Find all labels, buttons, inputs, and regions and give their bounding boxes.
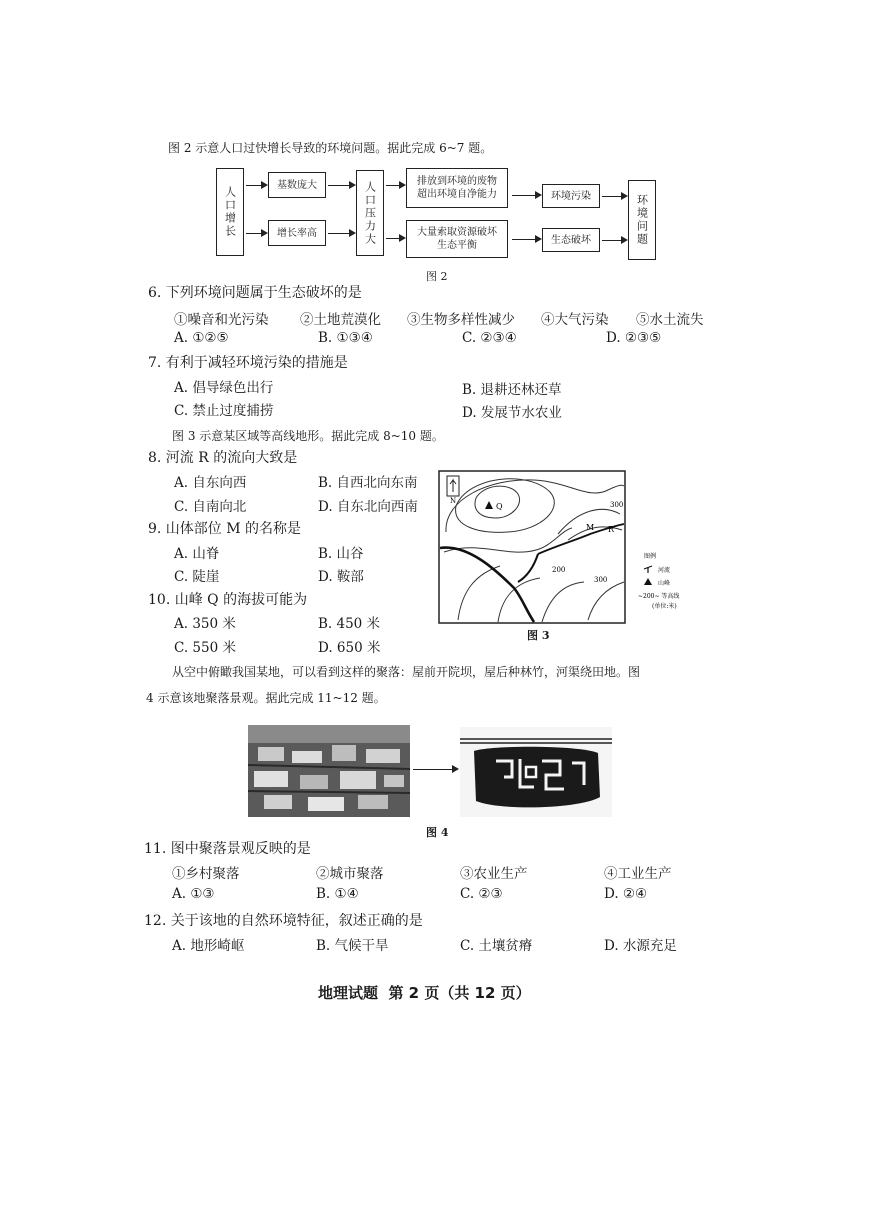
arrow-2 bbox=[246, 233, 266, 234]
q11-item: ③农业生产 bbox=[460, 866, 528, 882]
q6-stem: 6. 下列环境问题属于生态破坏的是 bbox=[148, 285, 362, 301]
arrow-3 bbox=[328, 185, 354, 186]
q11-option-c[interactable]: C. ②③ bbox=[460, 886, 503, 902]
q11-item: ②城市聚落 bbox=[316, 866, 384, 882]
figure-2-caption: 图 2 bbox=[426, 270, 448, 283]
north-label: N bbox=[450, 497, 457, 505]
figure-3-caption: 图 3 bbox=[527, 629, 550, 642]
legend-unit: (单位:米) bbox=[652, 603, 677, 610]
intro-fig4-line2: 4 示意该地聚落景观。据此完成 11~12 题。 bbox=[146, 691, 386, 705]
m-label: M bbox=[586, 523, 595, 532]
settlement-sketch bbox=[460, 727, 612, 817]
intro-fig2: 图 2 示意人口过快增长导致的环境问题。据此完成 6~7 题。 bbox=[168, 141, 493, 155]
q11-stem: 11. 图中聚落景观反映的是 bbox=[144, 841, 311, 857]
q10-option-d[interactable]: D. 650 米 bbox=[318, 640, 381, 656]
intro-fig3: 图 3 示意某区域等高线地形。据此完成 8~10 题。 bbox=[172, 429, 444, 443]
contour-200-label: 200 bbox=[552, 566, 566, 574]
q10-option-c[interactable]: C. 550 米 bbox=[174, 640, 236, 656]
arrow-9 bbox=[602, 196, 626, 197]
q11-item: ①乡村聚落 bbox=[172, 866, 240, 882]
q11-item: ④工业生产 bbox=[604, 866, 672, 882]
q8-stem: 8. 河流 R 的流向大致是 bbox=[148, 450, 298, 466]
contour-300b-label: 300 bbox=[594, 576, 608, 584]
q10-option-b[interactable]: B. 450 米 bbox=[318, 616, 381, 632]
q6-option-b[interactable]: B. ①③④ bbox=[318, 330, 373, 346]
q6-option-c[interactable]: C. ②③④ bbox=[462, 330, 517, 346]
arrow-7 bbox=[512, 195, 540, 196]
q8-option-a[interactable]: A. 自东向西 bbox=[174, 475, 247, 491]
box-env-pollution: 环境污染 bbox=[542, 184, 600, 208]
box-population-pressure: 人口压力大 bbox=[356, 170, 384, 256]
q9-option-a[interactable]: A. 山脊 bbox=[174, 546, 220, 562]
figure-4-arrow bbox=[413, 769, 457, 770]
q10-option-a[interactable]: A. 350 米 bbox=[174, 616, 236, 632]
page-footer: 地理试题 第 2 页（共 12 页） bbox=[318, 984, 531, 1002]
arrow-1 bbox=[246, 185, 266, 186]
arrow-6 bbox=[386, 238, 404, 239]
q11-option-b[interactable]: B. ①④ bbox=[316, 886, 359, 902]
q9-option-d[interactable]: D. 鞍部 bbox=[318, 569, 364, 585]
q6-option-d[interactable]: D. ②③⑤ bbox=[606, 330, 662, 346]
q12-stem: 12. 关于该地的自然环境特征，叙述正确的是 bbox=[144, 913, 423, 929]
q8-option-d[interactable]: D. 自东北向西南 bbox=[318, 499, 418, 515]
q6-item: ②土地荒漠化 bbox=[300, 312, 381, 328]
box-base-large: 基数庞大 bbox=[268, 172, 326, 198]
q6-item: ④大气污染 bbox=[541, 312, 609, 328]
legend-peak: 山峰 bbox=[658, 580, 671, 587]
q12-option-a[interactable]: A. 地形崎岖 bbox=[172, 938, 245, 954]
q12-option-d[interactable]: D. 水源充足 bbox=[604, 938, 677, 954]
box-waste-exceeds: 排放到环境的废物超出环境自净能力 bbox=[406, 168, 508, 208]
q7-option-d[interactable]: D. 发展节水农业 bbox=[462, 405, 562, 421]
q11-option-d[interactable]: D. ②④ bbox=[604, 886, 648, 902]
q11-option-a[interactable]: A. ①③ bbox=[172, 886, 215, 902]
q12-option-b[interactable]: B. 气候干旱 bbox=[316, 938, 389, 954]
arrow-4 bbox=[328, 233, 354, 234]
figure-4-caption: 图 4 bbox=[426, 826, 449, 839]
peak-q-label: Q bbox=[496, 502, 503, 511]
box-env-problem: 环境问题 bbox=[628, 180, 656, 260]
q6-item: ③生物多样性减少 bbox=[407, 312, 515, 328]
legend-river: 河流 bbox=[658, 567, 671, 574]
box-population-growth: 人口增长 bbox=[216, 168, 244, 256]
r-label: R bbox=[608, 525, 615, 534]
aerial-photo-settlement bbox=[248, 725, 410, 817]
intro-fig4-line1: 从空中俯瞰我国某地，可以看到这样的聚落：屋前开院坝，屋后种林竹，河渠绕田地。图 bbox=[172, 665, 641, 679]
contour-300a-label: 300 bbox=[610, 501, 624, 509]
q7-option-a[interactable]: A. 倡导绿色出行 bbox=[174, 380, 274, 396]
figure-3-contour-map bbox=[438, 470, 720, 654]
arrow-10 bbox=[602, 240, 626, 241]
q9-stem: 9. 山体部位 M 的名称是 bbox=[148, 521, 302, 537]
q10-stem: 10. 山峰 Q 的海拔可能为 bbox=[148, 592, 308, 608]
q8-option-c[interactable]: C. 自南向北 bbox=[174, 499, 247, 515]
q6-item: ①噪音和光污染 bbox=[174, 312, 269, 328]
q9-option-b[interactable]: B. 山谷 bbox=[318, 546, 364, 562]
q7-stem: 7. 有利于减轻环境污染的措施是 bbox=[148, 355, 348, 371]
box-resource-extraction: 大量索取资源破坏生态平衡 bbox=[406, 220, 508, 258]
q7-option-c[interactable]: C. 禁止过度捕捞 bbox=[174, 403, 274, 419]
q6-item: ⑤水土流失 bbox=[636, 312, 704, 328]
q8-option-b[interactable]: B. 自西北向东南 bbox=[318, 475, 418, 491]
q6-option-a[interactable]: A. ①②⑤ bbox=[174, 330, 229, 346]
arrow-5 bbox=[386, 185, 404, 186]
arrow-8 bbox=[512, 239, 540, 240]
legend-contour: ~200~ 等高线 bbox=[638, 593, 680, 600]
legend-title: 图例 bbox=[644, 553, 657, 560]
box-eco-damage: 生态破坏 bbox=[542, 228, 600, 252]
box-rate-high: 增长率高 bbox=[268, 220, 326, 246]
q12-option-c[interactable]: C. 土壤贫瘠 bbox=[460, 938, 533, 954]
q7-option-b[interactable]: B. 退耕还林还草 bbox=[462, 382, 562, 398]
q9-option-c[interactable]: C. 陡崖 bbox=[174, 569, 220, 585]
